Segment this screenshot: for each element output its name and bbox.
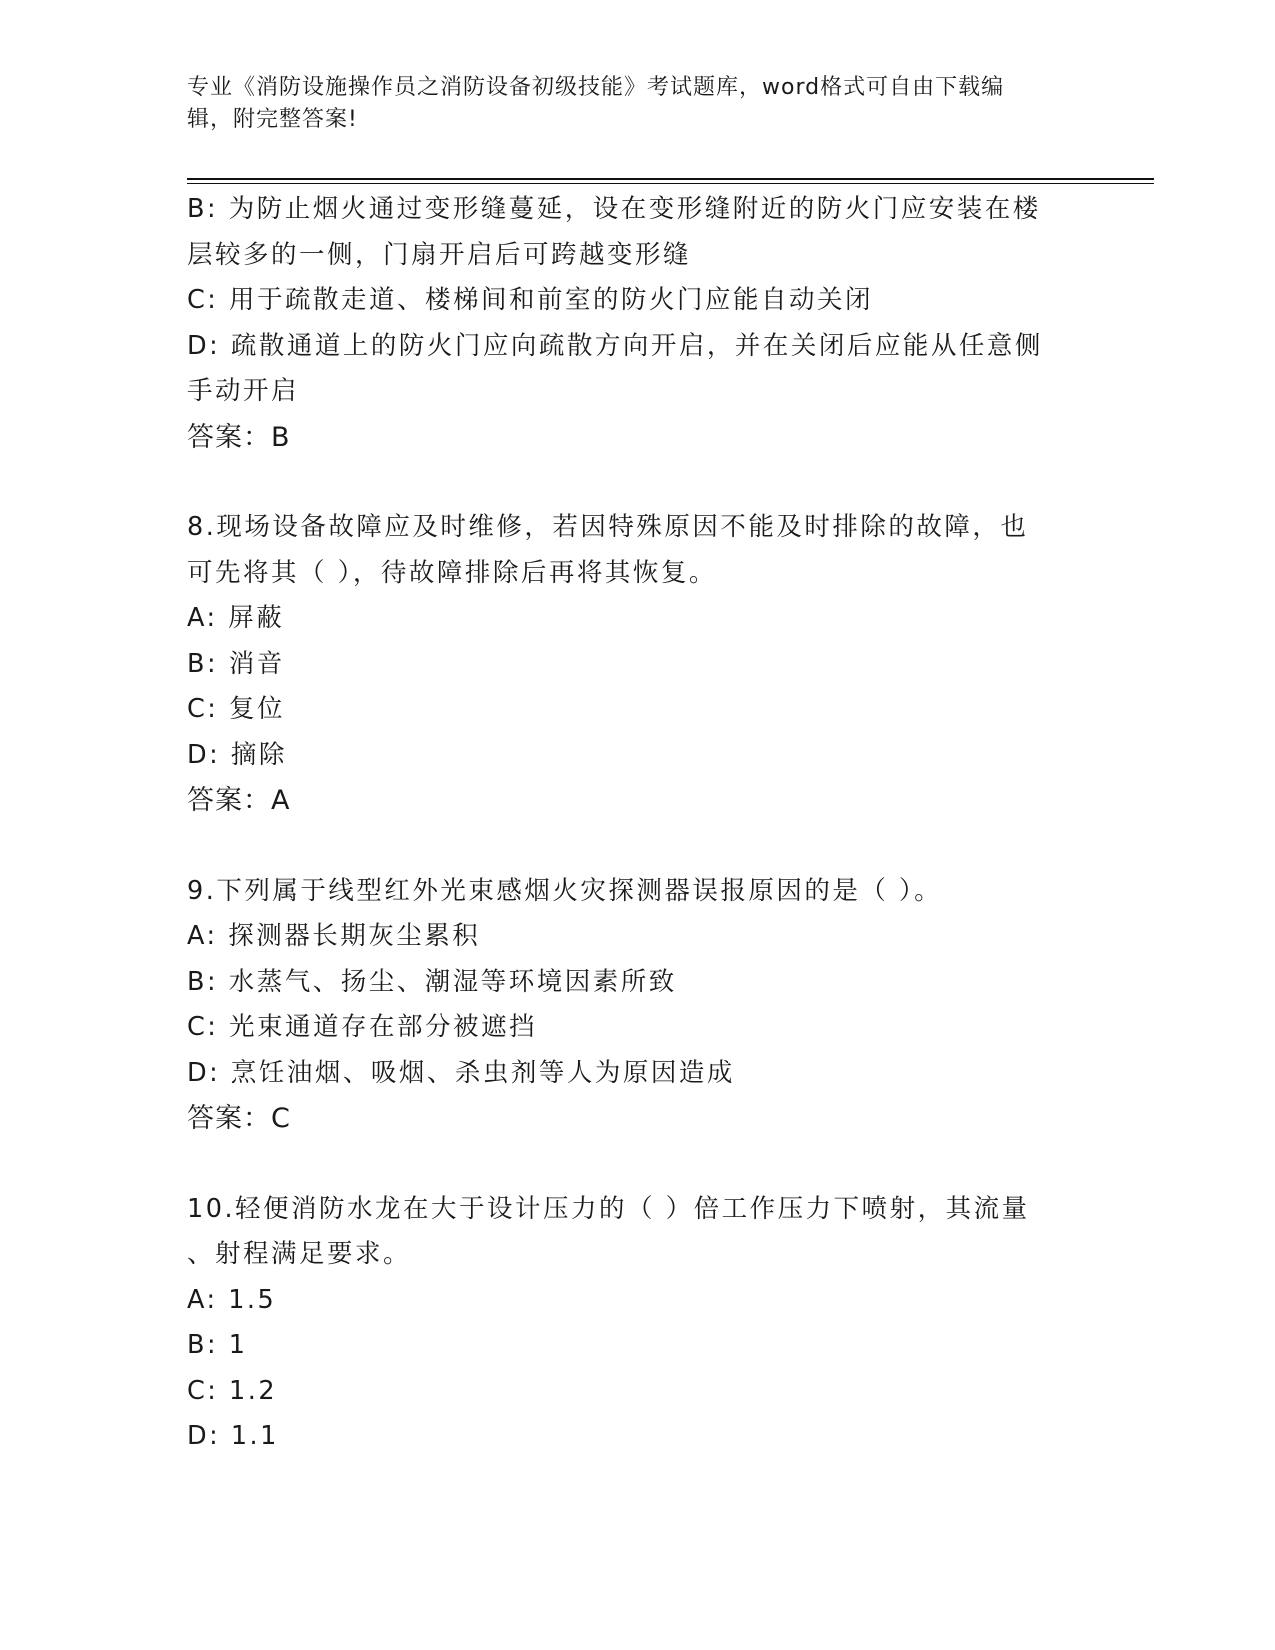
- header-divider-thin: [187, 183, 1154, 184]
- question-stem-line-1: 10.轻便消防水龙在大于设计压力的（ ）倍工作压力下喷射，其流量: [187, 1193, 1030, 1224]
- question-stem-line-2: 可先将其（ ），待故障排除后再将其恢复。: [187, 557, 717, 588]
- question-8: [187, 505, 1087, 824]
- header-line-2: 辑，附完整答案!: [187, 107, 358, 132]
- option-b: B: 1: [187, 1330, 248, 1360]
- question-10: [187, 1187, 1087, 1460]
- option-c: C: 光束通道存在部分被遮挡: [187, 1012, 538, 1042]
- option-b-line-2: 层较多的一侧，门扇开启后可跨越变形缝: [187, 239, 692, 270]
- option-b: B: 消音: [187, 648, 285, 679]
- answer: 答案：A: [187, 785, 291, 816]
- question-list: [187, 187, 1087, 1460]
- option-d-line-1: D: 疏散通道上的防火门应向疏散方向开启，并在关闭后应能从任意侧: [187, 330, 1043, 361]
- header-line-1: 专业《消防设施操作员之消防设备初级技能》考试题库，word格式可自由下载编: [187, 75, 1005, 100]
- option-a: A: 1.5: [187, 1284, 277, 1315]
- question-stem-line-1: 9.下列属于线型红外光束感烟火灾探测器误报原因的是（ ）。: [187, 875, 943, 906]
- answer: 答案：B: [187, 421, 291, 453]
- answer: 答案：C: [187, 1103, 291, 1134]
- question-9: [187, 869, 1087, 1142]
- question-stem-line-2: 、射程满足要求。: [187, 1239, 412, 1269]
- question-stem-line-1: 8.现场设备故障应及时维修，若因特殊原因不能及时排除的故障，也: [187, 512, 1029, 542]
- option-d: D: 1.1: [187, 1421, 279, 1451]
- question-7-partial: [187, 187, 1087, 460]
- option-c: C: 复位: [187, 694, 286, 724]
- option-c: C: 用于疏散走道、楼梯间和前室的防火门应能自动关闭: [187, 285, 874, 315]
- option-d-line-2: 手动开启: [187, 376, 300, 406]
- option-c: C: 1.2: [187, 1375, 278, 1406]
- document-header: [187, 72, 1067, 136]
- option-a: A: 屏蔽: [187, 603, 285, 633]
- option-d: D: 摘除: [187, 739, 287, 770]
- header-divider-thick: [187, 178, 1154, 180]
- option-b: B: 水蒸气、扬尘、潮湿等环境因素所致: [187, 966, 677, 997]
- option-b-line-1: B: 为防止烟火通过变形缝蔓延，设在变形缝附近的防火门应安装在楼: [187, 194, 1041, 224]
- option-d: D: 烹饪油烟、吸烟、杀虫剂等人为原因造成: [187, 1057, 735, 1088]
- option-a: A: 探测器长期灰尘累积: [187, 921, 481, 951]
